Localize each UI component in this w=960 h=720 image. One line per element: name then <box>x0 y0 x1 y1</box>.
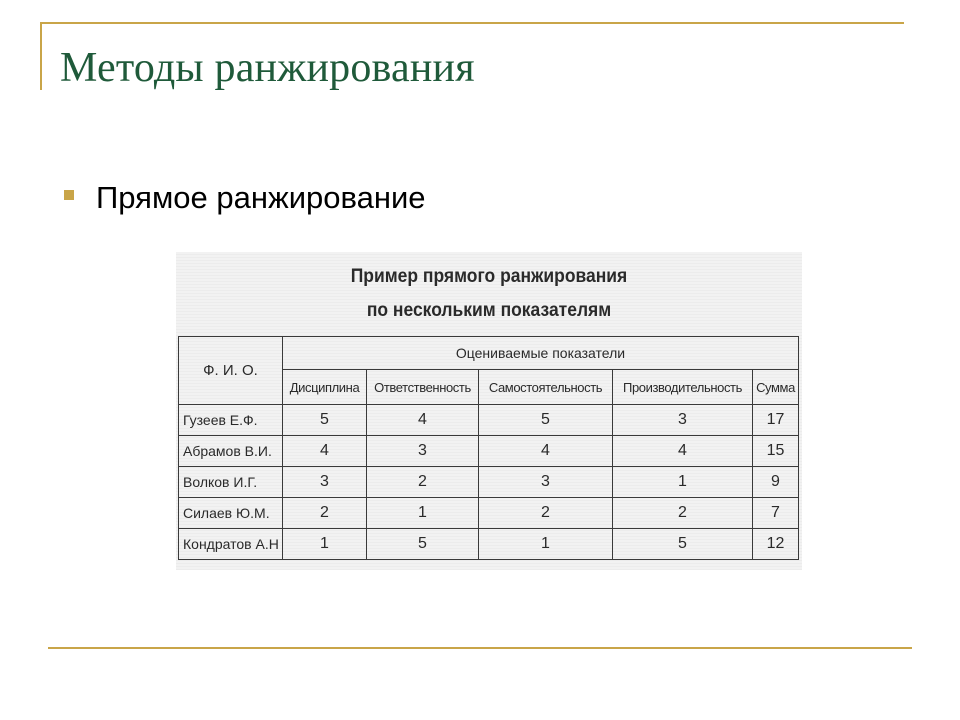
bullet-square-icon <box>64 190 74 200</box>
cell-value: 3 <box>283 467 367 498</box>
table-row <box>179 467 799 498</box>
cell-value: 2 <box>613 498 753 529</box>
cell-value: 7 <box>753 498 799 529</box>
cell-value: 1 <box>283 529 367 560</box>
group-header: Оцениваемые показатели <box>283 337 799 370</box>
table-caption-line1: Пример прямого ранжирования <box>350 266 628 287</box>
frame-top-line <box>40 22 904 24</box>
column-header: Сумма <box>753 370 799 405</box>
cell-value: 5 <box>367 529 479 560</box>
table-caption-line2: по нескольким показателям <box>366 300 612 321</box>
frame-bottom-line <box>48 647 912 649</box>
bullet-text: Прямое ранжирование <box>96 180 426 215</box>
cell-value: 3 <box>367 436 479 467</box>
cell-value: 1 <box>367 498 479 529</box>
cell-value: 4 <box>613 436 753 467</box>
table-row <box>179 529 799 560</box>
column-header: Производительность <box>613 370 753 405</box>
slide-title: Методы ранжирования <box>60 45 475 91</box>
cell-value: 4 <box>367 405 479 436</box>
cell-value: 9 <box>753 467 799 498</box>
cell-value: 17 <box>753 405 799 436</box>
cell-value: 1 <box>613 467 753 498</box>
row-name: Гузеев Е.Ф. <box>179 405 283 436</box>
fio-header: Ф. И. О. <box>179 337 283 405</box>
cell-value: 3 <box>479 467 613 498</box>
cell-value: 3 <box>613 405 753 436</box>
frame-left-line <box>40 22 42 90</box>
cell-value: 5 <box>479 405 613 436</box>
cell-value: 4 <box>283 436 367 467</box>
row-name: Кондратов А.Н <box>179 529 283 560</box>
cell-value: 2 <box>367 467 479 498</box>
column-header: Дисциплина <box>283 370 367 405</box>
cell-value: 12 <box>753 529 799 560</box>
cell-value: 2 <box>479 498 613 529</box>
ranking-table <box>178 336 799 560</box>
cell-value: 1 <box>479 529 613 560</box>
row-name: Волков И.Г. <box>179 467 283 498</box>
table-row <box>179 436 799 467</box>
row-name: Силаев Ю.М. <box>179 498 283 529</box>
table-row <box>179 405 799 436</box>
column-header: Самостоятельность <box>479 370 613 405</box>
cell-value: 2 <box>283 498 367 529</box>
row-name: Абрамов В.И. <box>179 436 283 467</box>
cell-value: 5 <box>613 529 753 560</box>
table-row <box>179 498 799 529</box>
cell-value: 5 <box>283 405 367 436</box>
cell-value: 4 <box>479 436 613 467</box>
cell-value: 15 <box>753 436 799 467</box>
column-header: Ответственность <box>367 370 479 405</box>
